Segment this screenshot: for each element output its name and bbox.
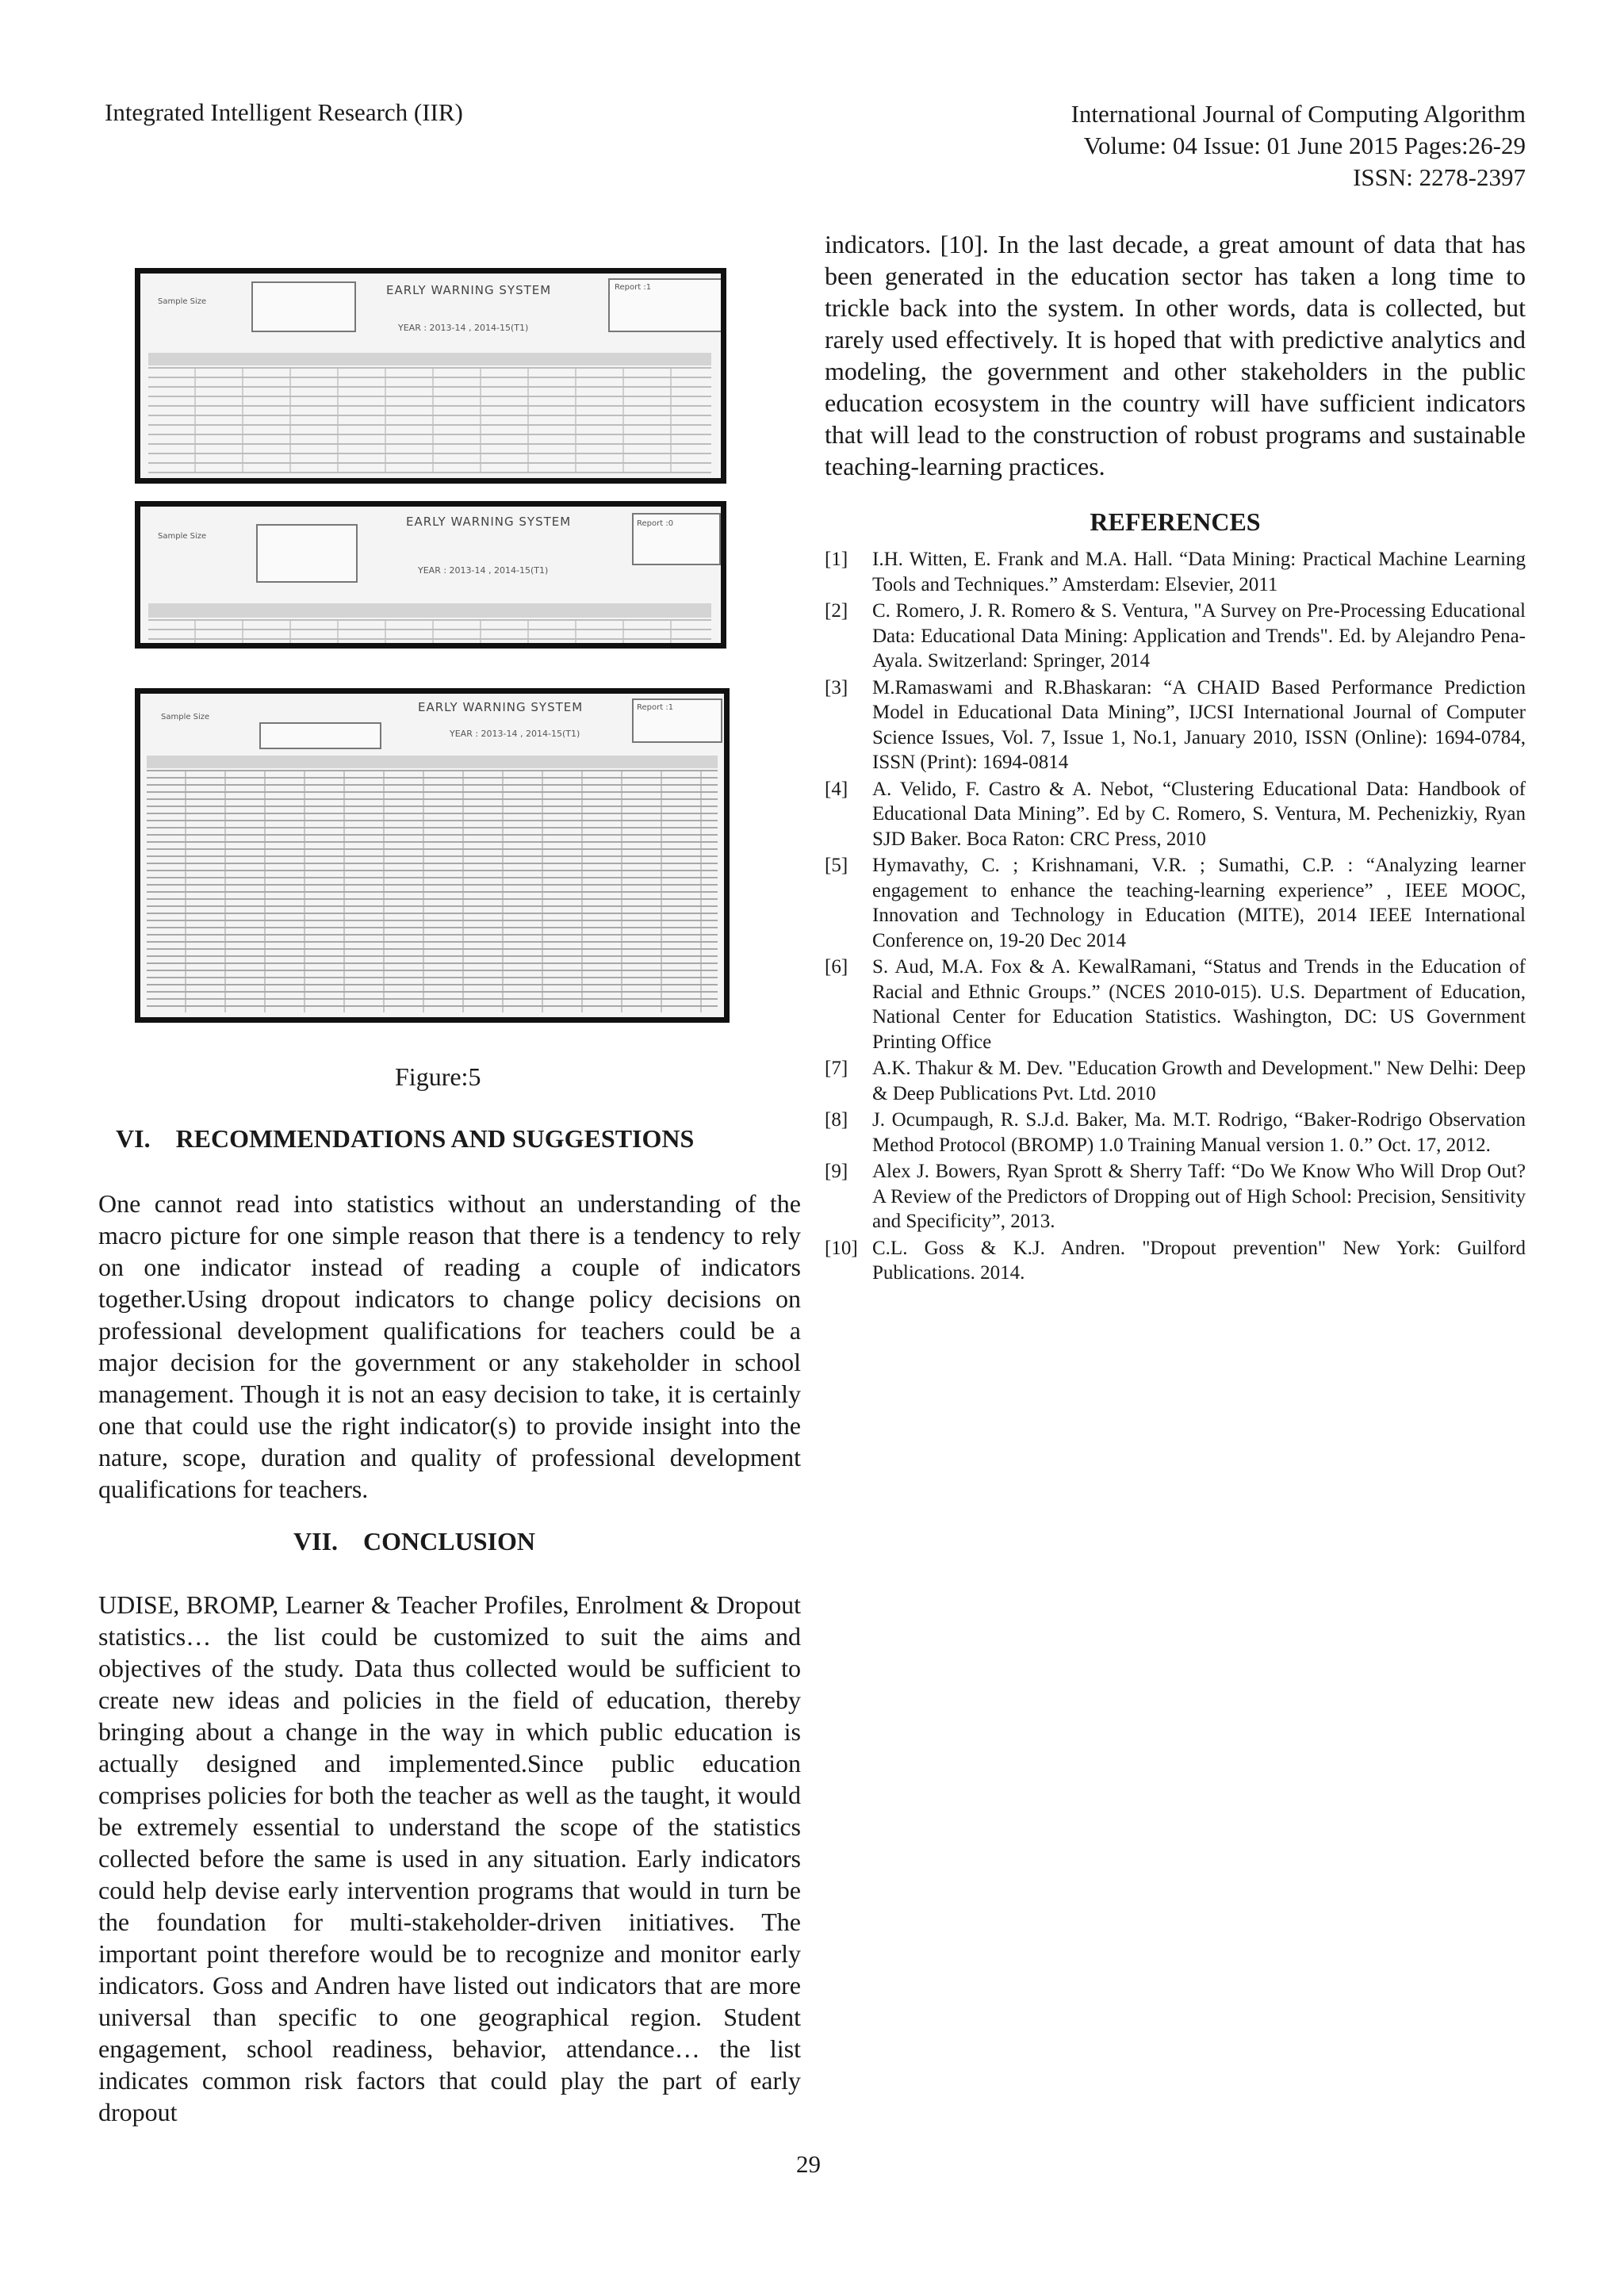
table-header bbox=[147, 756, 718, 768]
reference-number: [9] bbox=[825, 1161, 848, 1182]
figure-screenshot-1 bbox=[135, 268, 726, 484]
reference-item bbox=[825, 1108, 1526, 1158]
reference-item bbox=[825, 853, 1526, 953]
section-heading-recommendations: VI. RECOMMENDATIONS AND SUGGESTIONS bbox=[116, 1124, 695, 1153]
references-heading: REFERENCES bbox=[1090, 507, 1261, 536]
journal-issn: ISSN: 2278-2397 bbox=[1353, 163, 1526, 191]
year-label: YEAR : 2013-14 , 2014-15(T1) bbox=[450, 729, 580, 739]
journal-info bbox=[1071, 98, 1526, 193]
figure-screenshot-2 bbox=[135, 501, 726, 649]
journal-title: International Journal of Computing Algorithm bbox=[1071, 100, 1526, 128]
reference-text: S. Aud, M.A. Fox & A. KewalRamani, “Status and Trends in the Education of Racial and Ethnic Groups.” (NCES 2010-015). U.S. Department of Education, National Center for Education Statistics. Washington, DC: US Government Printing Office bbox=[872, 956, 1526, 1053]
reference-number: [8] bbox=[825, 1109, 848, 1131]
reference-item bbox=[825, 675, 1526, 775]
report-label: Report :1 bbox=[637, 703, 674, 712]
reference-text: Hymavathy, C. ; Krishnamani, V.R. ; Sumathi, C.P. : “Analyzing learner engagement to enhance the teaching-learning experience” , IEEE MOOC, Innovation and Technology in Education (MITE), 2014 IEEE International Conference on, 19-20 Dec 2014 bbox=[872, 855, 1526, 951]
screen-title: EARLY WARNING SYSTEM bbox=[386, 283, 552, 297]
filter-box bbox=[259, 722, 381, 749]
screen-title: EARLY WARNING SYSTEM bbox=[406, 515, 572, 529]
student-table bbox=[148, 619, 711, 643]
page-number: 29 bbox=[796, 2150, 821, 2178]
figure-caption: Figure:5 bbox=[395, 1062, 481, 1091]
filter-box bbox=[251, 281, 356, 332]
continuation-paragraph: indicators. [10]. In the last decade, a great amount of data that has been generated in the education sector has taken a long time to trickle back into the system. In other words, data is collected, but rarely used effectively. It is hoped that with predictive analytics and modeling, the government and other stakeholders in the public education ecosystem in the country will have sufficient indicators that will lead to the construction of robust programs and sustainable teaching-learning practices. bbox=[825, 230, 1526, 480]
reference-text: J. Ocumpaugh, R. S.J.d. Baker, Ma. M.T. Rodrigo, “Baker-Rodrigo Observation Method Protocol (BROMP) 1.0 Training Manual version 1. 0.” Oct. 17, 2012. bbox=[872, 1109, 1526, 1156]
recommendations-paragraph: One cannot read into statistics without an understanding of the macro picture for one simple reason that there is a tendency to rely on one indicator instead of reading a couple of indicators together.Using dropout indicators to change policy decisions on professional development qualifications for teachers could be a major decision for the government or any stakeholder in school management. Though it is not an easy decision to take, it is certainly one that could use the right indicator(s) to provide insight into the nature, scope, duration and quality of professional development qualifications for teachers. bbox=[98, 1189, 801, 1503]
reference-text: I.H. Witten, E. Frank and M.A. Hall. “Data Mining: Practical Machine Learning Tools and Techniques.” Amsterdam: Elsevier, 2011 bbox=[872, 549, 1526, 595]
report-label: Report :1 bbox=[615, 283, 652, 292]
reference-text: M.Ramaswami and R.Bhaskaran: “A CHAID Based Performance Prediction Model in Educational Data Mining”, IJCSI International Journal of Computer Science Issues, Vol. 7, Issue 1, No.1, January 2010, ISSN (Online): 1694-0784, ISSN (Print): 1694-0814 bbox=[872, 676, 1526, 773]
figure-screenshot-3 bbox=[135, 688, 730, 1023]
sample-size-label: Sample Size bbox=[158, 532, 207, 541]
reference-item bbox=[825, 547, 1526, 597]
student-table bbox=[147, 770, 718, 1012]
reference-number: [2] bbox=[825, 600, 848, 622]
reference-text: A. Velido, F. Castro & A. Nebot, “Clustering Educational Data: Handbook of Educational Data Mining”. Ed by C. Romero, S. Ventura, M. Pechenizkiy, Ryan SJD Baker. Boca Raton: CRC Press, 2010 bbox=[872, 778, 1526, 850]
reference-number: [10] bbox=[825, 1237, 858, 1259]
filter-box bbox=[256, 524, 358, 583]
journal-volume: Volume: 04 Issue: 01 June 2015 Pages:26-29 bbox=[1083, 132, 1526, 159]
reference-number: [4] bbox=[825, 778, 848, 800]
reference-number: [3] bbox=[825, 676, 848, 698]
reference-number: [6] bbox=[825, 956, 848, 978]
sample-size-label: Sample Size bbox=[161, 713, 210, 721]
reference-item bbox=[825, 777, 1526, 852]
reference-item bbox=[825, 599, 1526, 674]
reference-text: Alex J. Bowers, Ryan Sprott & Sherry Taff: “Do We Know Who Will Drop Out? A Review of the Predictors of Dropping out of High School: Precision, Sensitivity and Specificity”, 2013. bbox=[872, 1161, 1526, 1232]
reference-item bbox=[825, 955, 1526, 1054]
reference-item bbox=[825, 1236, 1526, 1286]
table-header bbox=[148, 603, 711, 618]
reference-number: [7] bbox=[825, 1058, 848, 1079]
sample-size-label: Sample Size bbox=[158, 297, 207, 306]
student-table bbox=[148, 367, 711, 473]
reference-item bbox=[825, 1056, 1526, 1106]
screen-title: EARLY WARNING SYSTEM bbox=[418, 700, 584, 714]
reference-item bbox=[825, 1159, 1526, 1234]
table-header bbox=[148, 353, 711, 365]
reference-number: [1] bbox=[825, 549, 848, 570]
report-label: Report :0 bbox=[637, 519, 674, 528]
reference-text: C.L. Goss & K.J. Andren. "Dropout prevention" New York: Guilford Publications. 2014. bbox=[872, 1237, 1526, 1284]
reference-text: C. Romero, J. R. Romero & S. Ventura, "A Survey on Pre-Processing Educational Data: Educational Data Mining: Application and Trends". Ed. by Alejandro Pena-Ayala. Switzerland: Springer, 2014 bbox=[872, 600, 1526, 672]
year-label: YEAR : 2013-14 , 2014-15(T1) bbox=[418, 565, 549, 576]
section-heading-conclusion: VII. CONCLUSION bbox=[293, 1527, 535, 1556]
journal-publisher: Integrated Intelligent Research (IIR) bbox=[105, 98, 463, 126]
conclusion-paragraph: UDISE, BROMP, Learner & Teacher Profiles, Enrolment & Dropout statistics… the list could be customized to suit the aims and objectives of the study. Data thus collected would be sufficient to create new ideas and policies in the field of education, thereby bringing about a change in the way in which public education is actually designed and implemented.Since public education comprises policies for both the teacher as well as the taught, it would be extremely essential to understand the scope of the statistics collected before the same is used in any situation. Early indicators could help devise early intervention programs that would in turn be the foundation for multi-stakeholder-driven initiatives. The important point therefore would be to recognize and monitor early indicators. Goss and Andren have listed out indicators that are more universal than specific to one geographical region. Student engagement, school readiness, behavior, attendance… the list indicates common risk factors that could play the part of early dropout bbox=[98, 1590, 801, 2126]
references-list bbox=[825, 547, 1526, 1288]
year-label: YEAR : 2013-14 , 2014-15(T1) bbox=[398, 323, 529, 333]
reference-number: [5] bbox=[825, 855, 848, 876]
reference-text: A.K. Thakur & M. Dev. "Education Growth and Development." New Delhi: Deep & Deep Publications Pvt. Ltd. 2010 bbox=[872, 1058, 1526, 1104]
